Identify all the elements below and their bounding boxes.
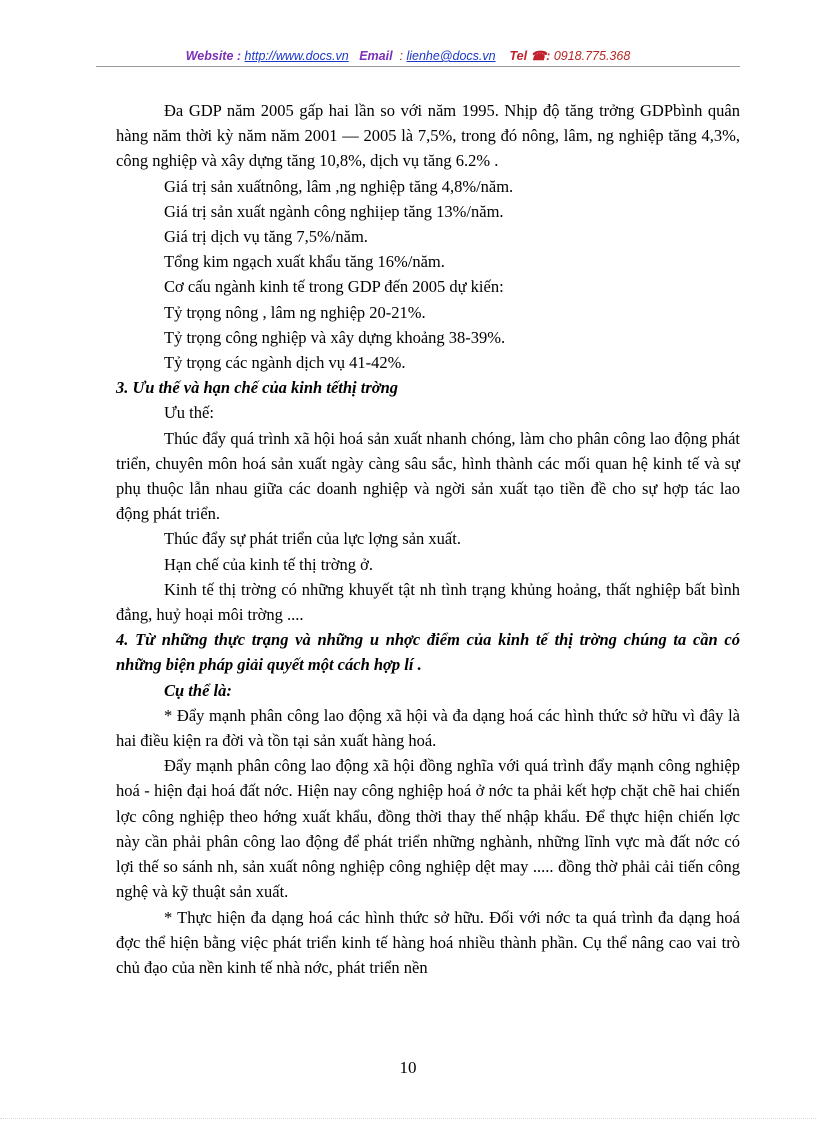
section-heading-3: 3. Ưu thế và hạn chế của kinh tếthị trờng [116, 378, 399, 398]
paragraph: Ưu thế: [164, 403, 214, 423]
paragraph: Thúc đẩy sự phát triển của lực lợng sản xuất. [164, 529, 461, 549]
paragraph: Cơ cấu ngành kinh tế trong GDP đến 2005 dự kiến: [164, 277, 504, 297]
document-body [116, 98, 740, 980]
page-bottom-divider [0, 1118, 816, 1119]
paragraph: Tổng kim ngạch xuất khẩu tăng 16%/năm. [164, 252, 445, 272]
header-divider [96, 66, 740, 67]
paragraph: Thúc đẩy quá trình xã hội hoá sản xuất nhanh chóng, làm cho phân công lao động phát triển, chuyên môn hoá sản xuất ngày càng sâu sắc, hình thành các mối quan hệ kinh tế và sự phụ thuộc lẫn nhau giữa các doanh nghiệp và ngời sản xuất tạo tiền đề cho sự hợp tác lao động phát triển. [116, 428, 740, 524]
paragraph: Đẩy mạnh phân công lao động xã hội đồng nghĩa với quá trình đẩy mạnh công nghiệp hoá - hiện đại hoá đất nớc. Hiện nay công nghiệp hoá ở nớc ta phải kết hợp chặt chẽ hai chiến lợc công nghiệp theo hớng xuất khẩu, đồng thời thay thế nhập khẩu. Để thực hiện chiến lợc này cần phải phân công lao động để phát triển những nghành, những lĩnh vực mà đất nớc có lợi thế so sánh nh, sản xuất nông nghiệp công nghiệp dệt may ..... đồng thờ phải cải tiến công nghệ và kỹ thuật sản xuất. [116, 756, 740, 902]
paragraph: * Đẩy mạnh phân công lao động xã hội và đa dạng hoá các hình thức sở hữu vì đây là hai điều kiện ra đời và tồn tại sản xuất hàng hoá. [116, 705, 740, 751]
paragraph: Hạn chế của kinh tế thị trờng ở. [164, 554, 373, 574]
website-label: Website : [185, 49, 242, 63]
paragraph: Tỷ trọng các ngành dịch vụ 41-42%. [164, 353, 406, 373]
paragraph: Tỷ trọng nông , lâm ng nghiệp 20-21%. [164, 302, 426, 322]
paragraph: Giá trị dịch vụ tăng 7,5%/năm. [164, 227, 368, 247]
email-link[interactable]: lienhe@docs.vn [406, 49, 496, 63]
email-label: Email [359, 49, 393, 63]
paragraph: Kinh tế thị trờng có những khuyết tật nh tình trạng khủng hoảng, thất nghiệp bất bình đẳng, huỷ hoại môi trờng .... [116, 579, 740, 625]
page-number: 10 [399, 1058, 417, 1077]
paragraph: Giá trị sản xuấtnông, lâm ,ng nghiệp tăng 4,8%/năm. [164, 176, 514, 196]
tel-number: 0918.775.368 [553, 49, 631, 63]
section-heading-4: 4. Từ những thực trạng và những u nhợc điểm của kinh tế thị trờng chúng ta cần có những biện pháp giải quyết một cách hợp lí . [116, 630, 740, 675]
tel-label: Tel ☎: [509, 49, 551, 63]
paragraph: * Thực hiện đa dạng hoá các hình thức sở hữu. Đối với nớc ta quá trình đa dạng hoá đợc thể hiện bằng việc phát triển kinh tế hàng hoá nhiều thành phần. Cụ thể nâng cao vai trò chủ đạo của nền kinh tế nhà nớc, phát triển nền [116, 907, 740, 977]
subheading: Cụ thể là: [164, 680, 232, 700]
website-link[interactable]: http://www.docs.vn [244, 49, 349, 63]
paragraph: Giá trị sản xuất ngành công nghiịep tăng 13%/năm. [164, 201, 504, 221]
email-separator: : [399, 49, 403, 63]
paragraph: Tỷ trọng công nghiệp và xây dựng khoảng 38-39%. [164, 327, 506, 347]
page-header [0, 48, 816, 63]
paragraph: Đa GDP năm 2005 gấp hai lần so với năm 1995. Nhịp độ tăng trởng GDPbình quân hàng năm thời kỳ năm năm 2001 — 2005 là 7,5%, trong đó nông, lâm, ng nghiệp tăng 4,3%, công nghiệp và xây dựng tăng 10,8%, dịch vụ tăng 6.2% . [116, 101, 740, 171]
